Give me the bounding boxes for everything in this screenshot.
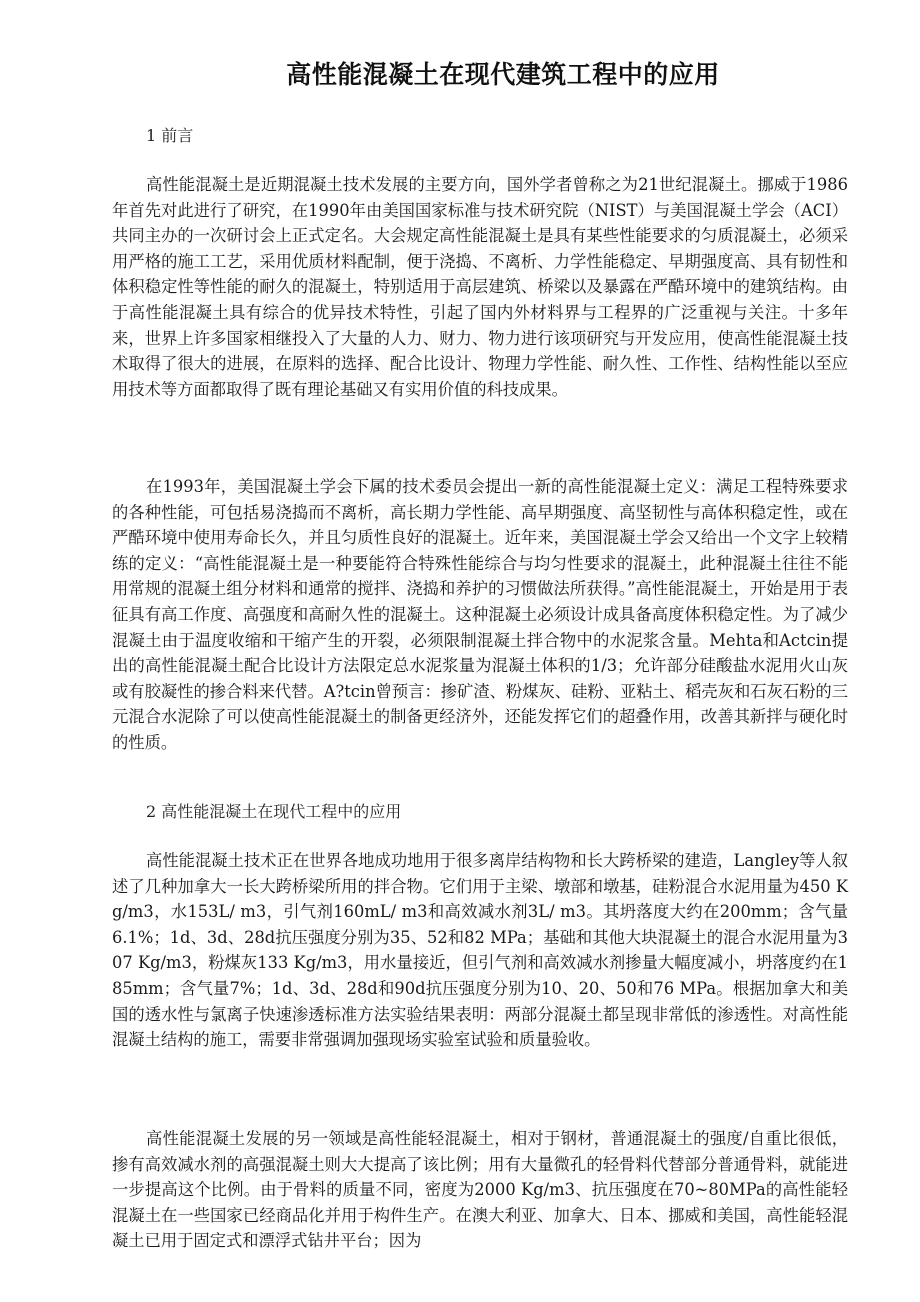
paragraph-lightweight-concrete: 高性能混凝土发展的另一领域是高性能轻混凝土，相对于钢材，普通混凝土的强度/自重比很低，掺有高效减水剂的高强混凝土则大大提高了该比例；用有大量微孔的轻骨料代替部分普通骨料，就能进一步提高这个比例。由于骨料的质量不同，密度为2000 Kg/m3、抗压强度在70~80MPa的高性能轻混凝土在一些国家已经商品化并用于构件生产。在澳大利亚、加拿大、日本、挪威和美国，高性能轻混凝土已用于固定式和漂浮式钻井平台；因为 bbox=[112, 1129, 848, 1251]
section-heading-applications: 2 高性能混凝土在现代工程中的应用 bbox=[146, 802, 402, 821]
section-heading-preface: 1 前言 bbox=[146, 126, 194, 145]
paragraph-intro: 高性能混凝土是近期混凝土技术发展的主要方向，国外学者曾称之为21世纪混凝土。挪威于1986年首先对此进行了研究，在1990年由美国国家标准与技术研究院（NIST）与美国混凝土学会（ACI）共同主办的一次研讨会上正式定名。大会规定高性能混凝土是具有某些性能要求的匀质混凝土，必须采用严格的施工工艺，采用优质材料配制，便于浇捣、不离析、力学性能稳定、早期强度高、具有韧性和体积稳定性等性能的耐久的混凝土，特别适用于高层建筑、桥梁以及暴露在严酷环境中的建筑结构。由于高性能混凝土具有综合的优异技术特性，引起了国内外材料界与工程界的广泛重视与关注。十多年来，世界上许多国家相继投入了大量的人力、财力、物力进行该项研究与开发应用，使高性能混凝土技术取得了很大的进展，在原料的选择、配合比设计、物理力学性能、耐久性、工作性、结构性能以至应用技术等方面都取得了既有理论基础又有实用价值的科技成果。 bbox=[112, 175, 848, 399]
document-title: 高性能混凝土在现代建筑工程中的应用 bbox=[286, 60, 720, 89]
paragraph-bridge-applications: 高性能混凝土技术正在世界各地成功地用于很多离岸结构物和长大跨桥梁的建造，Langley等人叙述了几种加拿大一长大跨桥梁所用的拌合物。它们用于主梁、墩部和墩基，硅粉混合水泥用量为450 Kg/m3，水153L/ m3，引气剂160mL/ m3和高效减水剂3L/ m3。其坍落度大约在200mm；含气量6.1%；1d、3d、28d抗压强度分别为35、52和82 MPa；基础和其他大块混凝土的混合水泥用量为307 Kg/m3，粉煤灰133 Kg/m3，用水量接近，但引气剂和高效减水剂掺量大幅度减小，坍落度约在185mm；含气量7%；1d、3d、28d和90d抗压强度分别为10、20、50和76 MPa。根据加拿大和美国的透水性与氯离子快速渗透标准方法实验结果表明：两部分混凝土都呈现非常低的渗透性。对高性能混凝土结构的施工，需要非常强调加强现场实验室试验和质量验收。 bbox=[112, 851, 848, 1050]
paragraph-aci-definition: 在1993年，美国混凝土学会下属的技术委员会提出一新的高性能混凝土定义：满足工程特殊要求的各种性能，可包括易浇捣而不离析，高长期力学性能、高早期强度、高坚韧性与高体积稳定性，或在严酷环境中使用寿命长久，并且匀质性良好的混凝土。近年来，美国混凝土学会又给出一个文字上较精练的定义：“高性能混凝土是一种要能符合特殊性能综合与均匀性要求的混凝土，此种混凝土往往不能用常规的混凝土组分材料和通常的搅拌、浇捣和养护的习惯做法所获得。”高性能混凝土，开始是用于表征具有高工作度、高强度和高耐久性的混凝土。这种混凝土必须设计成具备高度体积稳定性。为了减少混凝土由于温度收缩和干缩产生的开裂，必须限制混凝土拌合物中的水泥浆含量。Mehta和Actcin提出的高性能混凝土配合比设计方法限定总水泥浆量为混凝土体积的1/3；允许部分硅酸盐水泥用火山灰或有胶凝性的掺合料来代替。A?tcin曾预言：掺矿渣、粉煤灰、硅粉、亚粘土、稻壳灰和石灰石粉的三元混合水泥除了可以使高性能混凝土的制备更经济外，还能发挥它们的超叠作用，改善其新拌与硬化时的性质。 bbox=[112, 477, 848, 752]
